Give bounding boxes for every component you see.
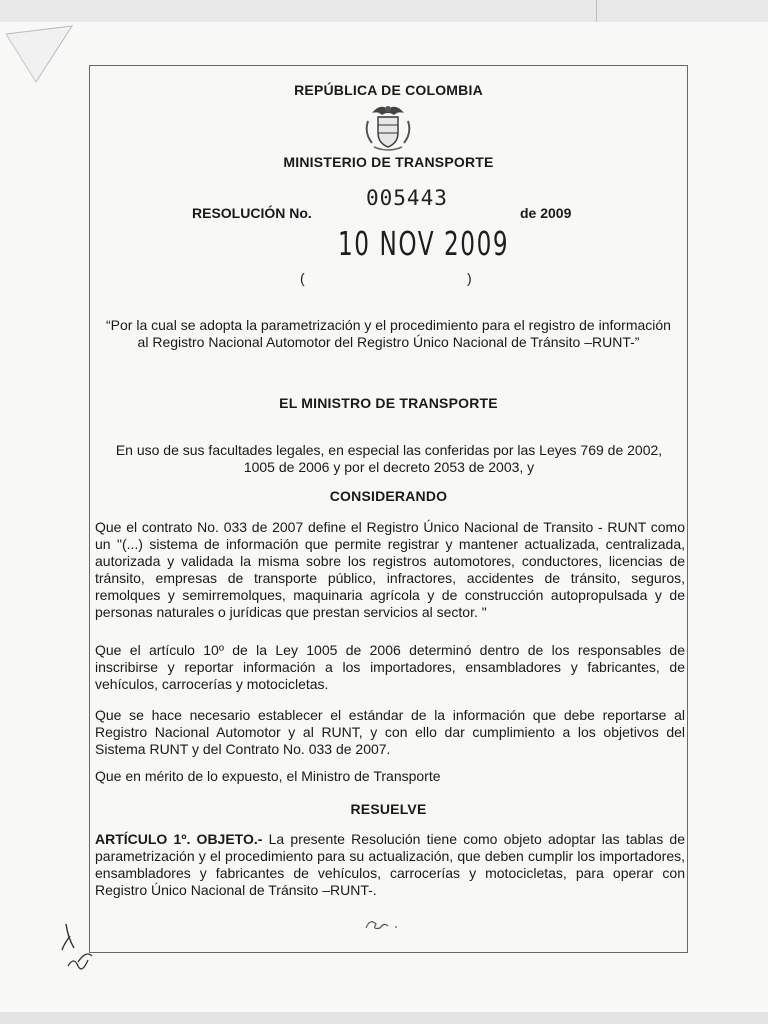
article-1-text: La presente Resolución tiene como objeto adoptar las tablas de parametrización y el procedimiento para su actualización, que deben cumplir los importadores, ensambladores y fabricantes de vehículos, carrocerías y motocicletas, para operar con Registro Único Nacional de Tránsito –RUNT-. [95,831,685,898]
handwritten-initials [362,916,402,934]
considerando-paragraph: Que el artículo 10º de la Ley 1005 de 2006 determinó dentro de los responsables de inscribirse y reportar información a los importadores, ensambladores y fabricantes, de vehículos, carrocerías y motocicletas. [95,642,685,692]
resolution-number: 005443 [366,186,448,210]
resuelve-heading: RESUELVE [350,801,427,817]
considerando-paragraph: Que el contrato No. 033 de 2007 define el Registro Único Nacional de Transito - RUNT como un "(...) sistema de información que permite registrar y mantener actualizada, centralizada, autorizada y validada la misma sobre los registros automotores, conductores, licencias de tránsito, empresas de transporte público, infractores, accidentes de tránsito, seguros, remolques y semirremolques, maquinaria agrícola y de construcción autopropulsada y de personas naturales o jurídicas que prestan servicios al sector. " [95,519,685,620]
ministry-heading: MINISTERIO DE TRANSPORTE [283,154,494,170]
scan-top-edge [0,0,768,22]
resolution-label: RESOLUCIÓN No. [192,205,312,221]
coat-of-arms-icon [358,99,418,155]
resolution-title: “Por la cual se adopta la parametrización y el procedimiento para el registro de información al Registro Nacional Automotor del Registro Único Nacional de Tránsito –RUNT-” [106,317,671,350]
folded-corner [6,24,76,88]
preamble: En uso de sus facultades legales, en especial las conferidas por las Leyes 769 de 2002, 1005 de 2006 y por el decreto 2053 de 2003, y [115,442,663,475]
article-1-heading: ARTÍCULO 1º. OBJETO.- [95,831,263,847]
considerando-paragraph: Que se hace necesario establecer el estándar de la información que debe reportarse al Registro Nacional Automotor y al RUNT, y con ello dar cumplimiento a los objetivos del Sistema RUNT y del Contrato No. 033 de 2007. [95,707,685,757]
considerando-paragraph: Que en mérito de lo expuesto, el Ministro de Transporte [95,768,441,784]
authority-heading: EL MINISTRO DE TRANSPORTE [279,395,498,411]
stamped-date: 10 NOV 2009 [338,224,510,263]
open-parenthesis: ( [300,270,305,286]
article-1 [95,831,685,899]
resolution-year: de 2009 [520,205,572,221]
close-parenthesis: ) [467,270,472,286]
handwritten-margin-mark [58,920,110,980]
country-heading: REPÚBLICA DE COLOMBIA [294,82,483,98]
considerando-heading: CONSIDERANDO [329,488,448,504]
scan-edge-mark [596,0,597,22]
scan-bottom-edge [0,1012,768,1024]
